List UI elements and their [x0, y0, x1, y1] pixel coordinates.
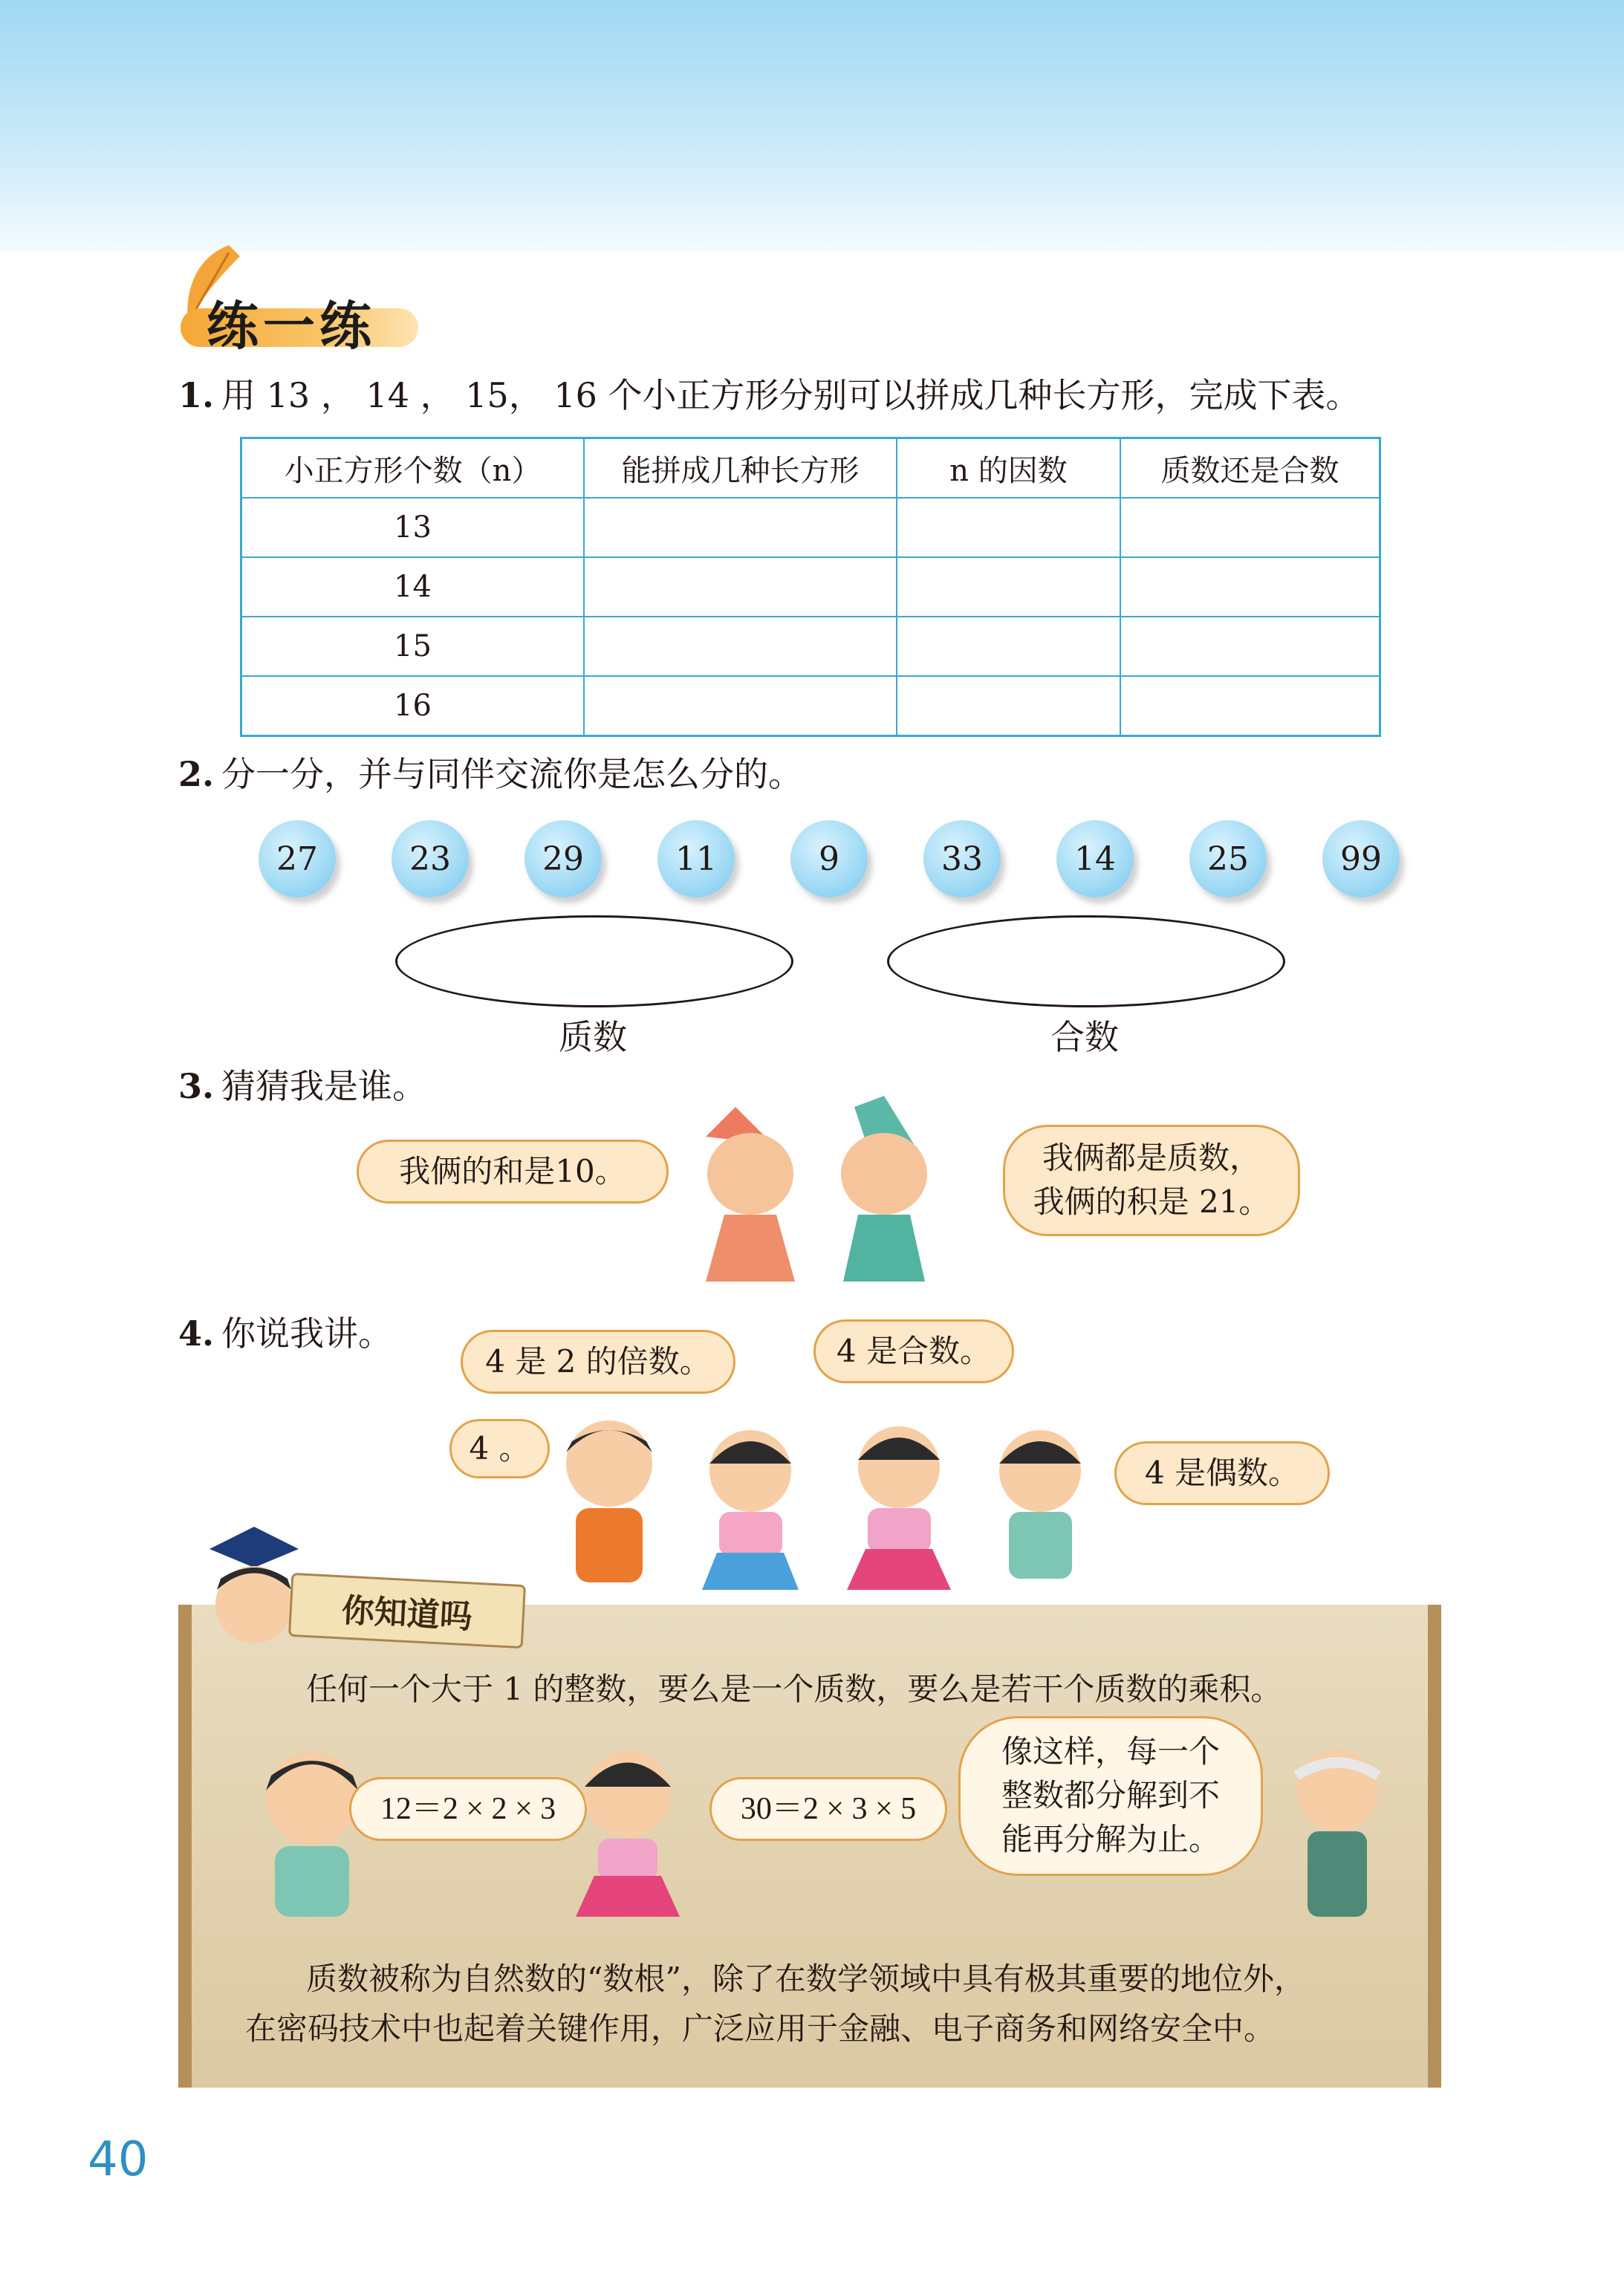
prime-label: 质数 — [559, 1017, 627, 1057]
table-cell[interactable] — [1120, 617, 1380, 676]
did-you-know-paragraph-line: 在密码技术中也起着关键作用，广泛应用于金融、电子商务和网络安全中。 — [245, 2010, 1276, 2047]
table-header-row — [241, 438, 1380, 499]
children-illustration — [550, 1412, 1100, 1605]
question-3 — [178, 1066, 426, 1107]
did-you-know-paragraph-line: 质数被称为自然数的“数根”，除了在数学领域中具有极其重要的地位外， — [306, 1961, 1305, 1997]
question-4-number: 4. — [178, 1313, 215, 1354]
number-circle[interactable]: 99 — [1322, 820, 1400, 897]
table-header: 能拼成几种长方形 — [584, 438, 897, 499]
teacher-bubble-line: 像这样，每一个 — [1001, 1733, 1220, 1770]
speech-bubble-line: 我俩都是质数， — [1042, 1140, 1261, 1177]
section-header — [177, 241, 422, 357]
table-cell[interactable] — [1120, 498, 1380, 557]
question-2 — [178, 754, 802, 795]
table-cell[interactable] — [897, 557, 1120, 617]
table-row — [241, 676, 1380, 736]
table-header: n 的因数 — [897, 438, 1120, 499]
table-cell[interactable] — [897, 676, 1120, 736]
teacher-bubble — [958, 1716, 1263, 1876]
speech-bubble: 4 是偶数。 — [1114, 1441, 1330, 1505]
did-you-know-title: 你知道吗 — [288, 1573, 526, 1649]
table-cell[interactable] — [1120, 676, 1380, 736]
teacher-bubble-line: 能再分解为止。 — [1001, 1820, 1220, 1857]
page-number: 40 — [88, 2132, 149, 2187]
table-cell[interactable] — [897, 617, 1120, 676]
formula-bubble: 12＝2 × 2 × 3 — [349, 1777, 587, 1841]
header-band — [0, 0, 1624, 253]
table-cell[interactable] — [584, 557, 897, 617]
table-cell[interactable] — [584, 617, 897, 676]
formula-bubble: 30＝2 × 3 × 5 — [709, 1777, 947, 1841]
question-2-text: 分一分，并与同伴交流你是怎么分的。 — [221, 754, 803, 794]
composite-drop-zone[interactable] — [887, 915, 1285, 1007]
question-3-text: 猜猜我是谁。 — [221, 1066, 427, 1106]
table-cell[interactable] — [584, 676, 897, 736]
question-1 — [178, 375, 1360, 416]
number-circle[interactable]: 29 — [524, 820, 602, 897]
speech-bubble — [1003, 1125, 1300, 1236]
table-row — [241, 498, 1380, 557]
question-4-text: 你说我讲。 — [221, 1313, 393, 1354]
table-cell: 15 — [241, 617, 585, 676]
table-header: 质数还是合数 — [1120, 438, 1380, 499]
number-circle[interactable]: 25 — [1189, 820, 1267, 897]
table-cell[interactable] — [897, 498, 1120, 557]
speech-bubble: 4 是合数。 — [813, 1319, 1014, 1383]
table-cell: 13 — [241, 498, 585, 557]
table-cell: 14 — [241, 557, 585, 617]
number-circle[interactable]: 9 — [790, 820, 868, 897]
table-row — [241, 617, 1380, 676]
number-circle[interactable]: 11 — [657, 820, 735, 897]
composite-label: 合数 — [1050, 1017, 1119, 1057]
question-1-text: 用 13 ， 14 ， 15， 16 个小正方形分别可以拼成几种长方形，完成下表。 — [221, 375, 1360, 415]
factor-table — [240, 437, 1381, 737]
number-circle[interactable]: 14 — [1056, 820, 1134, 897]
speech-bubble-line: 我俩的积是 21。 — [1033, 1183, 1270, 1220]
speech-bubble: 4 。 — [449, 1419, 550, 1478]
table-cell[interactable] — [584, 498, 897, 557]
teacher-illustration — [1263, 1731, 1412, 1924]
table-cell[interactable] — [1120, 557, 1380, 617]
question-1-number: 1. — [178, 375, 215, 415]
did-you-know-line: 任何一个大于 1 的整数，要么是一个质数，要么是若干个质数的乘积。 — [306, 1671, 1282, 1707]
number-circle[interactable]: 23 — [392, 820, 469, 897]
number-circle[interactable]: 33 — [923, 820, 1001, 897]
girl-illustration — [550, 1731, 706, 1924]
speech-bubble: 我俩的和是10。 — [357, 1140, 669, 1204]
question-4 — [178, 1313, 392, 1354]
number-circle[interactable]: 27 — [259, 820, 336, 897]
question-2-number: 2. — [178, 754, 215, 794]
table-cell: 16 — [241, 676, 585, 736]
teacher-bubble-line: 整数都分解到不 — [1001, 1777, 1220, 1814]
speech-bubble: 4 是 2 的倍数。 — [461, 1330, 735, 1394]
prime-drop-zone[interactable] — [395, 915, 793, 1007]
twin-elves-illustration — [683, 1092, 966, 1300]
table-header: 小正方形个数（n） — [241, 438, 585, 499]
table-row — [241, 557, 1380, 617]
question-3-number: 3. — [178, 1066, 215, 1106]
section-title: 练一练 — [207, 296, 376, 357]
